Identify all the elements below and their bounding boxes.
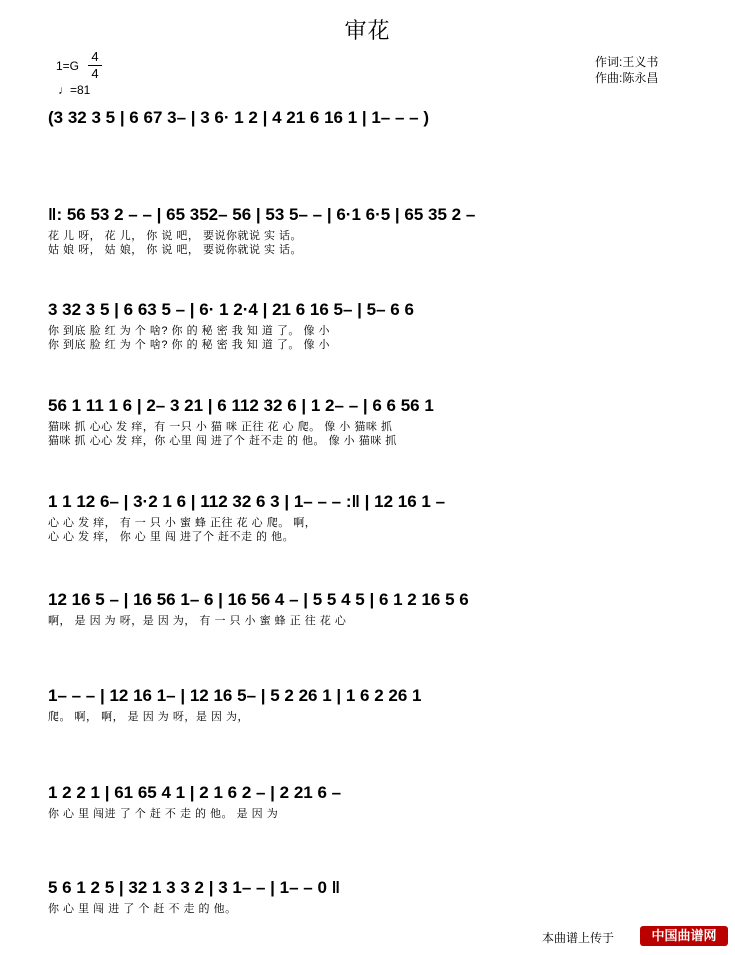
notes-line: 1– – – | 12 16 1– | 12 16 5– | 5 2 26 1 | 1 6 2 26 1: [48, 686, 422, 705]
site-logo[interactable]: 中国曲谱网: [640, 926, 728, 946]
notes-line: 5 6 1 2 5 | 32 1 3 3 2 | 3 1– – | 1– – 0 ‖: [48, 878, 341, 897]
time-top: 4: [91, 49, 99, 64]
notes-line: 12 16 5 – | 16 56 1– 6 | 16 56 4 – | 5 5 4 5 | 6 1 2 16 5 6: [48, 590, 469, 609]
lyrics-verse-1: 猫咪 抓 心心 发 痒，有 一只 小 猫 咪 正往 花 心 爬。 像 小 猫咪 抓: [48, 421, 393, 433]
lyrics-verse-1: 你 到底 脸 红 为 个 啥? 你 的 秘 密 我 知 道 了。 像 小: [48, 325, 331, 337]
score-system-8: [48, 783, 694, 819]
key-signature: 1=G: [56, 59, 80, 73]
notes-line: 3 32 3 5 | 6 63 5 – | 6· 1 2·4 | 21 6 16 5– | 5– 6 6: [48, 300, 414, 319]
score-system-4: [48, 396, 694, 446]
credits: [595, 54, 658, 86]
upload-note: 本曲谱上传于: [542, 931, 615, 945]
lyrics-verse-2: 心 心 发 痒， 你 心 里 闯 进了个 赶不走 的 他。: [48, 531, 295, 543]
lyrics-verse-2: 姑 娘 呀， 姑 娘， 你 说 吧， 要说你就说 实 话。: [48, 244, 303, 256]
score-system-1: [48, 108, 694, 130]
page-title: 审花: [344, 18, 391, 43]
lyrics-verse-1: 啊， 是 因 为 呀，是 因 为， 有 一 只 小 蜜 蜂 正 往 花 心: [48, 615, 347, 627]
notes-line: (3 32 3 5 | 6 67 3– | 3 6· 1 2 | 4 21 6 16 1 | 1– – – ): [48, 108, 430, 127]
lyrics-verse-1: 你 心 里 闯 进 了 个 赶 不 走 的 他。: [48, 903, 237, 915]
time-signature: [88, 50, 102, 81]
lyrics-verse-2: 你 到底 脸 红 为 个 啥? 你 的 秘 密 我 知 道 了。 像 小: [48, 339, 331, 351]
composer: 作曲:陈永昌: [595, 71, 659, 85]
lyrics-verse-1: 爬。 啊， 啊， 是 因 为 呀，是 因 为，: [48, 711, 249, 723]
lyrics-verse-1: 你 心 里 闯进 了 个 赶 不 走 的 他。 是 因 为: [48, 808, 279, 820]
score-system-7: [48, 686, 694, 722]
score-system-5: [48, 492, 694, 542]
lyrics-verse-1: 心 心 发 痒， 有 一 只 小 蜜 蜂 正往 花 心 爬。 啊，: [48, 517, 317, 529]
notes-line: ‖: 56 53 2 – – | 65 352– 56 | 53 5– – | 6·1 6·5 | 65 35 2 –: [48, 205, 476, 224]
lyricist: 作词:王义书: [595, 55, 659, 69]
lyrics-verse-1: 花 儿 呀， 花 儿， 你 说 吧， 要说你就说 实 话。: [48, 230, 303, 242]
lyrics-verse-2: 猫咪 抓 心心 发 痒，你 心里 闯 进了个 赶不走 的 他。 像 小 猫咪 抓: [48, 435, 397, 447]
score-system-6: [48, 590, 694, 626]
notes-line: 56 1 11 1 6 | 2– 3 21 | 6 112 32 6 | 1 2– – | 6 6 56 1: [48, 396, 434, 415]
notes-line: 1 2 2 1 | 61 65 4 1 | 2 1 6 2 – | 2 21 6 –: [48, 783, 342, 802]
notes-line: 1 1 12 6– | 3·2 1 6 | 112 32 6 3 | 1– – – :‖ | 12 16 1 –: [48, 492, 446, 511]
score-system-3: [48, 300, 694, 350]
score-system-9: [48, 878, 694, 914]
score-system-2: [48, 205, 694, 255]
tempo-marking: ♩=81: [58, 83, 91, 97]
time-bottom: 4: [91, 66, 99, 81]
